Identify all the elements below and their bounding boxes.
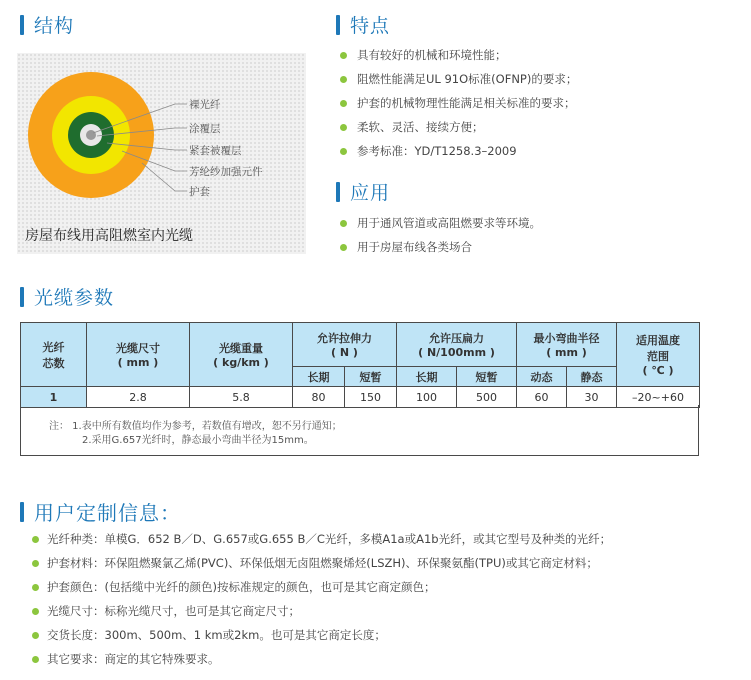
applications-section-title bbox=[336, 178, 390, 205]
header-fiber-count: 光纤 芯数 bbox=[21, 323, 87, 387]
cell-diameter: 2.8 bbox=[87, 387, 190, 408]
header-crush: 允许压扁力 ( N/100mm ) bbox=[397, 323, 517, 367]
list-item: 护套材料：环保阻燃聚氯乙烯(PVC)、环保低烟无卤阻燃聚烯烃(LSZH)、环保聚氨酯(TPU)或其它商定材料； bbox=[32, 551, 611, 575]
bullet-dot-icon bbox=[32, 632, 39, 639]
list-item: 护套颜色：(包括缆中光纤的颜色)按标准规定的颜色，也可是其它商定颜色； bbox=[32, 575, 611, 599]
list-item: 护套的机械物理性能满足相关标准的要求； bbox=[340, 91, 577, 115]
bare-fiber bbox=[86, 130, 96, 140]
note-line-1: 注： 1.表中所有数值均作为参考，若数值有增改，恕不另行通知； bbox=[49, 421, 342, 432]
bullet-dot-icon bbox=[32, 656, 39, 663]
list-item: 光缆尺寸：标称光缆尺寸，也可是其它商定尺寸； bbox=[32, 599, 611, 623]
section-bar-icon bbox=[336, 182, 340, 202]
bullet-dot-icon bbox=[32, 560, 39, 567]
structure-diagram-box bbox=[17, 53, 306, 254]
bullet-dot-icon bbox=[340, 244, 347, 251]
cell-bend-dynamic: 60 bbox=[517, 387, 567, 408]
custom-section-title bbox=[20, 497, 181, 526]
bullet-dot-icon bbox=[340, 76, 347, 83]
bullet-dot-icon bbox=[32, 536, 39, 543]
bullet-dot-icon bbox=[340, 220, 347, 227]
header-crush-short: 短暂 bbox=[457, 367, 517, 387]
list-item: 参考标准：YD/T1258.3–2009 bbox=[340, 139, 577, 163]
header-tensile-long: 长期 bbox=[293, 367, 345, 387]
list-item: 具有较好的机械和环境性能； bbox=[340, 43, 577, 67]
bullet-dot-icon bbox=[340, 100, 347, 107]
features-title-text: 特点 bbox=[350, 15, 391, 37]
list-item: 用于房屋布线各类场合 bbox=[340, 235, 541, 259]
cell-fiber-count: 1 bbox=[21, 387, 87, 408]
cell-bend-static: 30 bbox=[567, 387, 617, 408]
layer-label-jacket: 护套 bbox=[189, 186, 210, 198]
cell-temp: –20~+60 bbox=[617, 387, 700, 408]
bullet-dot-icon bbox=[340, 52, 347, 59]
header-tensile: 允许拉伸力 ( N ) bbox=[293, 323, 397, 367]
header-tensile-short: 短暂 bbox=[345, 367, 397, 387]
features-section-title bbox=[336, 11, 390, 38]
list-item: 阻燃性能满足UL 91O标准(OFNP)的要求； bbox=[340, 67, 577, 91]
cell-weight: 5.8 bbox=[190, 387, 293, 408]
bullet-dot-icon bbox=[32, 584, 39, 591]
cell-crush-short: 500 bbox=[457, 387, 517, 408]
layer-label-bare-fiber: 裸光纤 bbox=[189, 99, 221, 111]
applications-title-text: 应用 bbox=[350, 182, 391, 204]
structure-section-title bbox=[20, 11, 74, 38]
list-item: 光纤种类：单模G．652 B／D、G.657或G.655 B／C光纤，多模A1a或A1b光纤，或其它型号及种类的光纤； bbox=[32, 527, 611, 551]
structure-caption: 房屋布线用高阻燃室内光缆 bbox=[25, 228, 193, 244]
params-title-text: 光缆参数 bbox=[34, 287, 115, 309]
cell-tensile-short: 150 bbox=[345, 387, 397, 408]
section-bar-icon bbox=[20, 502, 24, 522]
header-bend-dynamic: 动态 bbox=[517, 367, 567, 387]
header-crush-long: 长期 bbox=[397, 367, 457, 387]
table-notes bbox=[20, 405, 699, 456]
header-bend: 最小弯曲半径 ( mm ) bbox=[517, 323, 617, 367]
note-line-2: 2.采用G.657光纤时，静态最小弯曲半径为15mm。 bbox=[82, 435, 314, 446]
custom-list bbox=[32, 527, 611, 671]
header-diameter: 光缆尺寸 ( mm ) bbox=[87, 323, 190, 387]
features-list bbox=[340, 43, 577, 163]
section-bar-icon bbox=[20, 15, 24, 35]
header-bend-static: 静态 bbox=[567, 367, 617, 387]
cell-crush-long: 100 bbox=[397, 387, 457, 408]
bullet-dot-icon bbox=[32, 608, 39, 615]
layer-label-strength-member: 芳纶纱加强元件 bbox=[189, 166, 263, 178]
applications-list bbox=[340, 211, 541, 259]
header-temp: 适用温度 范围 ( ℃ ) bbox=[617, 323, 700, 387]
cell-tensile-long: 80 bbox=[293, 387, 345, 408]
list-item: 交货长度：300m、500m、1 km或2km。也可是其它商定长度； bbox=[32, 623, 611, 647]
section-bar-icon bbox=[20, 287, 24, 307]
params-table bbox=[20, 322, 700, 408]
bullet-dot-icon bbox=[340, 148, 347, 155]
cable-cross-section bbox=[17, 53, 306, 254]
layer-label-coating: 涂覆层 bbox=[189, 123, 221, 135]
custom-title-text: 用户定制信息： bbox=[34, 501, 181, 525]
section-bar-icon bbox=[336, 15, 340, 35]
header-weight: 光缆重量 ( kg/km ) bbox=[190, 323, 293, 387]
structure-title-text: 结构 bbox=[34, 15, 75, 37]
list-item: 用于通风管道或高阻燃要求等环境。 bbox=[340, 211, 541, 235]
params-section-title bbox=[20, 283, 114, 310]
bullet-dot-icon bbox=[340, 124, 347, 131]
layer-label-tight-buffer: 紧套被覆层 bbox=[189, 145, 242, 157]
list-item: 其它要求：商定的其它特殊要求。 bbox=[32, 647, 611, 671]
list-item: 柔软、灵活、接续方便； bbox=[340, 115, 577, 139]
